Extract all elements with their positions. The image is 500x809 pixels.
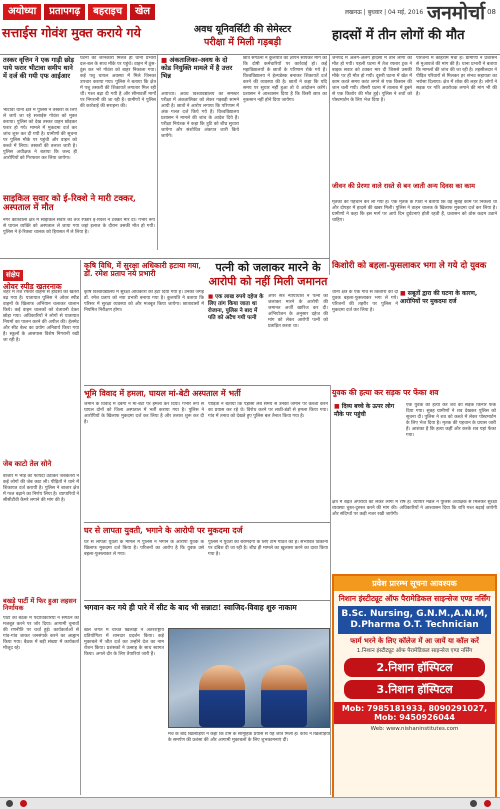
- section-tab-bahraich[interactable]: बहराइच: [88, 4, 127, 20]
- story-cattle-text-2: घटना की जानकारी मिलते ही थाना प्रभारी दल-बल के साथ मौके पर पहुंचे। वाहन में ठूंस-ठूंस कर भरे गोवंश को बाहर निकाला गया। कई पशु घायल अवस्था में मिले जिनका उपचार कराया गया। पुलिस ने बताया कि क्षेत्र में पशु तस्करी की शिकायतें लगातार मिल रही थीं। गश्त बढ़ा दी गयी है और सीमावर्ती मार्गों पर निगरानी की जा रही है। ग्रामीणों ने पुलिस की कार्रवाई की सराहना की।: [80, 56, 156, 109]
- footer-dot-icon: [484, 800, 491, 807]
- ad-item-2: 2.निशान हॉस्पिटल: [344, 658, 485, 677]
- sports-photo: [168, 628, 330, 728]
- party-text: पार्टी की बैठक में पदाधिकारियों ने संगठन को मजबूत करने पर जोर दिया। आगामी चुनावों की रणनीति पर चर्चा हुई। कार्यकर्ताओं से गांव-गांव जाकर जनसंपर्क करने का आह्वान किया गया। बैठक में बड़ी संख्या में कार्यकर्ता मौजूद रहे।: [3, 616, 79, 651]
- story-university-text: अयोध्या। अवध विश्वविद्यालय की सेमेस्टर परीक्षा में अंकतालिका को लेकर गड़बड़ी सामने आयी है। छात्रों ने आरोप लगाया कि परिणाम में अंक गलत दर्ज किये गये हैं। विश्वविद्यालय प्रशासन ने मामले की जांच के आदेश दिये हैं। परीक्षा नियंत्रक ने कहा कि त्रुटि को शीघ्र सुधारा जायेगा और संशोधित अंकपत्र जारी किये जायेंगे।: [161, 92, 239, 139]
- story-e-rickshaw-text: नगर कोतवाली क्षेत्र में साइकिल सवार को तेज रफ्तार ई-रिक्शे ने टक्कर मार दी। गंभीर रूप से घायल व्यक्ति को अस्पताल ले जाया गया जहां इलाज के दौरान उसकी मौत हो गयी। पुलिस ने ई-रिक्शा चालक को हिरासत में ले लिया है।: [3, 218, 155, 235]
- brief-section: [3, 262, 79, 291]
- headline-e-rickshaw: साइकिल सवार को ई-रिक्शे ने मारी टक्कर, अस्पताल में मौत: [3, 194, 136, 213]
- murder-text: एक युवक की हत्या कर शव को सड़क किनारे फेंक दिया गया। सुबह ग्रामीणों ने शव देखकर पुलिस को सूचना दी। पुलिस ने शव को कब्जे में लेकर पोस्टमार्टम के लिए भेज दिया है। मृतक की पहचान के प्रयास जारी हैं। आशंका है कि हत्या कहीं और करके शव यहां फेंका गया।: [406, 403, 496, 438]
- ad-item-1: 1.निशान इंस्टीट्यूट ऑफ पैरामेडिकल साइन्सेज एण्ड नर्सिंग: [356, 648, 473, 654]
- footer-dot-icon: [6, 800, 13, 807]
- headline-pickpocket: जेब काटो तेल सोने: [3, 459, 52, 468]
- headline-accidents: हादसों में तीन लोगों की मौत: [332, 28, 465, 43]
- story-cattle-text: भीटावा थाना क्षेत्र में पुलिस ने तस्करी के लिए ले जाये जा रहे सत्ताईस गोवंश को मुक्त कराया। पुलिस को देख तस्कर वाहन छोड़कर फरार हो गये। मामले में मुकदमा दर्ज कर जांच शुरू कर दी गयी है। ग्रामीणों की सूचना पर पुलिस मौके पर पहुंची और वाहन को कब्जे में लिया। तस्करों की तलाश जारी है। पुलिस अधीक्षक ने बताया कि जल्द ही आरोपियों को गिरफ्तार कर लिया जायेगा।: [3, 108, 77, 161]
- page-footer: [0, 797, 500, 809]
- land-text: जमीन के विवाद में दबंगों ने मां-बेटी पर हमला कर दिया। गंभीर रूप से घायल दोनों को जिला अस्पताल में भर्ती कराया गया है। पुलिस ने आरोपियों के खिलाफ मुकदमा दर्ज कर लिया है और तलाश शुरू कर दी है।: [84, 402, 204, 425]
- pickpocket-text: बाजार में भीड़ का फायदा उठाकर जेबकतरों ने कई लोगों की जेब काट ली। पीड़ितों ने थाने में शिकायत दर्ज करायी है। पुलिस ने बाजार क्षेत्र में गश्त बढ़ाने का निर्णय लिया है। व्यापारियों ने सीसीटीवी कैमरे लगाने की मांग की है।: [3, 474, 79, 503]
- section-tab-sports[interactable]: खेल: [130, 4, 155, 20]
- headline-badminton: भगवान कर गये ही पारे में सीट के बाद भी सन्नाटा! स्वाजिद-विवाह शुरु नाकाम: [84, 603, 297, 612]
- headline-missing-girl: घर से लापता युवती, भगाने के आरोपी पर मुकदमा दर्ज: [84, 525, 243, 535]
- ad-website[interactable]: Web: www.nishaninstitutes.com: [370, 726, 459, 732]
- headline-wife-a: पत्नी को जलाकर मारने के: [215, 261, 321, 274]
- ad-courses: B.Sc. Nursing, G.N.M.,A.N.M, D.Pharma O.T. Technician: [338, 606, 491, 634]
- headline-girl-lured: किशोरी को बहला-फुसलाकर भगा ले गये दो युवक: [332, 261, 487, 271]
- story-wife-blurb: ■ एक लाख रुपये दहेज के लिए तांग किया जाता था रोजाना, पुलिस ने बाद में पति को अटैच गयी पत्नी: [208, 294, 264, 321]
- story-cattle-blurb: तस्कर वृत्तिन ने एक गाड़ी छोड़ पाये फरार भीटावा समीप थाने में दर्ज की गयी एफ आईआर: [3, 56, 75, 80]
- story-accidents-text-2: परिजनों में कोहराम मचा है। ग्रामीणों ने प्रशासन से मुआवजे की मांग की है। थाना प्रभारी ने बताया कि मामलों की जांच की जा रही है। तहसीलदार ने पीड़ित परिवारों से मिलकर हर संभव सहायता का भरोसा दिलाया। क्षेत्र में शोक की लहर है। लोगों ने सड़क पर गति अवरोधक लगाने की मांग भी की है।: [416, 56, 497, 97]
- girl-text: थाना क्षेत्र के एक गांव से किशोरी को दो युवक बहला-फुसलाकर भगा ले गये। परिजनों की तहरीर पर पुलिस ने मुकदमा दर्ज कर लिया है।: [332, 290, 398, 313]
- right-text-bottom: क्षेत्र में बढ़ते अपराधों को लेकर लोगों में रोष है। व्यापार मंडल ने पुलिस अधीक्षक से मिलकर सुरक्षा व्यवस्था चुस्त-दुरुस्त करने की मांग की। अधिकारियों ने आश्वासन दिया कि रात्रि गश्त बढ़ाई जायेगी और संदिग्धों पर कड़ी नजर रखी जायेगी।: [332, 500, 497, 517]
- brief-text: शहर में तेज रफ्तार वाहनों से हादसों का खतरा बढ़ गया है। यातायात पुलिस ने ओवर स्पीड वाहनों के खिलाफ अभियान चलाकर चालान किये। कई वाहन चालकों को चेतावनी देकर छोड़ा गया। अधिकारियों ने लोगों से यातायात नियमों का पालन करने की अपील की। हेलमेट और सीट बेल्ट का प्रयोग अनिवार्य किया गया है। स्कूलों के आसपास विशेष निगरानी रखी जा रही है।: [3, 290, 79, 343]
- headline-murder: युवक की हत्या कर सड़क पर फेंका शव: [332, 388, 439, 397]
- ad-phone: Mob: 7985181933, 8090291027, Mob: 9450926044: [334, 702, 495, 724]
- headline-land-dispute: भूमि विवाद में हमला, घायल मां-बेटी अस्पताल में भर्ती: [84, 388, 241, 398]
- page-number: 08: [487, 8, 496, 16]
- agri-text: कृषि विश्वविद्यालय में सुरक्षा अधिकारी को हटा दिया गया है। उनकी जगह डॉ. रमेश प्रताप को नया प्रभारी बनाया गया है। कुलपति ने बताया कि परिसर में सुरक्षा व्यवस्था को और मजबूत किया जायेगा। छात्रावासों में नियमित निरीक्षण होगा।: [84, 290, 204, 313]
- section-tab-ayodhya[interactable]: अयोध्या: [3, 4, 41, 20]
- missing-text-2: पुलिस ने युवती की बरामदगी के लिए टीम गठित की है। संभावित ठिकानों पर दबिश दी जा रही है। शीघ्र ही मामले का खुलासा करने का दावा किया गया है।: [208, 540, 328, 557]
- ad-item-3: 3.निशान हॉस्पिटल: [344, 680, 485, 699]
- footer-dot-icon: [20, 800, 27, 807]
- headline-cattle-freed: सत्ताईस गोवंश मुक्त कराये गये: [2, 25, 141, 40]
- masthead: जनमोर्चा: [427, 2, 486, 24]
- brief-tag: संक्षेप: [3, 270, 23, 281]
- headline-wife-b: आरोपी को नहीं मिली जमानत: [208, 275, 328, 288]
- story-accidents-text-3: मृतकों की पहचान कर ली गयी है। एक मृतक के पिता ने बताया कि वह सुबह काम पर निकला था और दोपहर में हादसे की खबर मिली। पुलिस ने वाहन चालक के खिलाफ मुकदमा दर्ज कर लिया है। ग्रामीणों ने कहा कि इस मार्ग पर आये दिन दुर्घटनाएं होती रहती हैं, प्रशासन को ठोस कदम उठाने चाहिए।: [332, 200, 497, 223]
- headline-party: बखड़े पार्टी में फिर हुआ लहसन निर्णायक: [3, 597, 77, 612]
- dateline: लखनऊ | बुधवार | 04 मई, 2016: [344, 9, 424, 16]
- ad-institute-name: निशान इंस्टीट्यूट ऑफ पैरामेडिकल साइन्सेज एण्ड नर्सिंग: [338, 594, 491, 603]
- headline-university-b: परीक्षा में मिली गड़बड़ी: [203, 37, 282, 48]
- sports-text: खेल जगत में चर्चित खिलाड़ी ने अंतरराष्ट्रीय प्रतियोगिता में शानदार प्रदर्शन किया। कड़े मुकाबले में जीत दर्ज कर उन्होंने देश का नाम रोशन किया। प्रशंसकों ने उत्साह के साथ स्वागत किया। अगले दौर के लिए तैयारियां जारी हैं।: [84, 628, 164, 657]
- page-header: [0, 0, 500, 24]
- ad-note: फार्म भरने के लिए कॉलेज में आ जायें या कॉल करें: [350, 637, 479, 645]
- story-university-highlight: ■ अंकतालिका-अवध के दो कोड नियुक्ति मामले में है उत्तर भिन्न: [161, 56, 233, 80]
- story-accidents-text: जनपद में अलग-अलग हादसों में तीन लोगों की मौत हो गयी। पहली घटना में तेज रफ्तार ट्रक ने बाइक सवार को टक्कर मार दी जिससे उसकी मौके पर ही मौत हो गयी। दूसरी घटना में खेत में काम करते समय करंट लगने से एक किसान की जान चली गयी। तीसरी घटना में तालाब में डूबने से एक किशोर की मौत हुई। पुलिस ने शवों को पोस्टमार्टम के लिए भेज दिया है।: [332, 56, 412, 103]
- story-murder-blurb: ■ दिव्य बच्चे के ऊपर लोग मौके पर पहुंची: [334, 403, 395, 418]
- headline-agri-officer: कृषि विधि, में सुरक्षा अधिकारी हटाया गया, डॉ. रमेश प्रताप नये प्रभारी: [84, 261, 202, 278]
- sports-text-2: मैच के बाद खिलाड़ियों ने कहा कि टीम के सामूहिक प्रयास से यह जीत मिली है। कोच ने खिलाड़ियों के समर्पण की प्रशंसा की और आगामी मुकाबलों के लिए शुभकामनाएं दीं।: [168, 732, 330, 743]
- ad-top-banner: प्रवेश प्रारम्भ सूचना आवश्यक: [334, 576, 495, 591]
- footer-dot-icon: [470, 800, 477, 807]
- missing-text: घर से लापता युवती के मामले में पुलिस ने भगाने के आरोपी युवक के खिलाफ मुकदमा दर्ज किया है। परिजनों का आरोप है कि युवक उसे बहला-फुसलाकर ले गया।: [84, 540, 204, 557]
- story-university-text-2: छात्र संगठनों ने कुलपति को ज्ञापन सौंपकर मांग की कि दोषी कर्मचारियों पर कार्रवाई हो। कई महाविद्यालयों के छात्रों के परिणाम रोके गये हैं। विश्वविद्यालय ने हेल्पडेस्क बनाकर शिकायतें दर्ज करने की व्यवस्था की है। छात्रों ने कहा कि यदि समय पर सुधार नहीं हुआ तो वे आंदोलन करेंगे। प्रशासन ने आश्वासन दिया है कि किसी छात्र का नुकसान नहीं होने दिया जायेगा।: [243, 56, 327, 103]
- wife-text: अपर सत्र न्यायाधीश ने पत्नी को जलाकर मारने के आरोपी की जमानत अर्जी खारिज कर दी। अभियोजन के अनुसार दहेज की मांग को लेकर आरोपी पत्नी को प्रताड़ित करता था।: [268, 294, 328, 329]
- section-tab-pratapgarh[interactable]: प्रतापगढ़: [44, 4, 85, 20]
- headline-accidents-sub: जीवन की प्रेरणा वाले रास्ते से बन जाती अन्य दिवस का काम: [332, 182, 475, 190]
- story-girl-blurb: ■ सबूतों द्वारा की घटना के कारण, आरोपियों पर मुकदमा दर्ज: [400, 290, 478, 305]
- headline-university-a: अवध यूनिवर्सिटी की सेमेस्टर: [193, 24, 292, 35]
- land-text-2: पीड़िता ने बताया कि पड़ोसी लंबे समय से उनकी जमीन पर कब्जा करने का प्रयास कर रहे थे। विरोध करने पर लाठी-डंडों से हमला किया गया। गांव में तनाव को देखते हुए पुलिस बल तैनात किया गया है।: [208, 402, 328, 419]
- headline-overspeed: ओवर स्पीड खतरनाक: [3, 282, 62, 291]
- advertisement-nishan-institute[interactable]: [332, 574, 497, 806]
